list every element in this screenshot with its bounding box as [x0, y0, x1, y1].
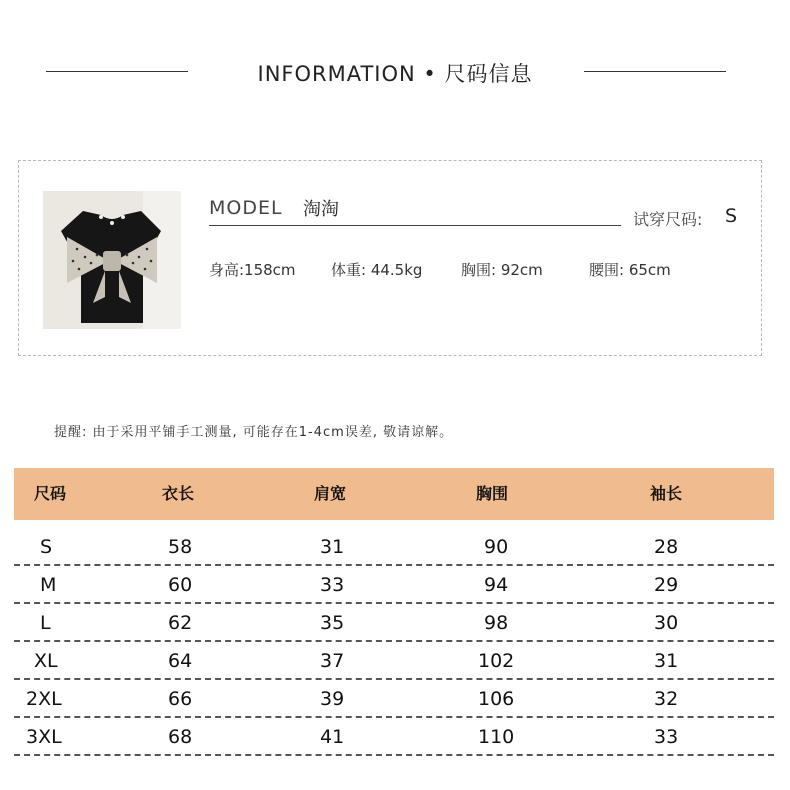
cell-sleeve: 32	[654, 688, 679, 710]
table-row	[14, 604, 774, 642]
cell-size: XL	[34, 650, 58, 672]
cell-shoulder: 37	[320, 650, 345, 672]
row-divider	[14, 754, 774, 756]
try-on-size-label: 试穿尺码:	[633, 210, 703, 229]
cell-bust: 106	[478, 688, 515, 710]
model-info-box	[18, 160, 762, 356]
cell-sleeve: 33	[654, 726, 679, 748]
model-waist: 腰围: 65cm	[589, 261, 671, 279]
cell-shoulder: 41	[320, 726, 345, 748]
cell-length: 66	[168, 688, 193, 710]
size-table-header	[14, 468, 774, 520]
cell-length: 58	[168, 536, 193, 558]
cell-bust: 102	[478, 650, 515, 672]
model-photo	[43, 191, 181, 329]
page-title: INFORMATION • 尺码信息	[257, 62, 533, 86]
cell-shoulder: 39	[320, 688, 345, 710]
cell-sleeve: 28	[654, 536, 679, 558]
cell-sleeve: 30	[654, 612, 679, 634]
cell-bust: 94	[484, 574, 509, 596]
tshirt-bow-image	[43, 191, 181, 329]
cell-bust: 98	[484, 612, 509, 634]
model-bust: 胸围: 92cm	[461, 261, 543, 279]
try-on-size-value: S	[725, 205, 738, 227]
cell-shoulder: 35	[320, 612, 345, 634]
model-underline	[209, 225, 621, 226]
cell-length: 64	[168, 650, 193, 672]
header-size: 尺码	[34, 484, 67, 503]
model-weight: 体重: 44.5kg	[331, 261, 423, 279]
measurement-note: 提醒: 由于采用平铺手工测量, 可能存在1-4cm误差, 敬请谅解。	[54, 425, 454, 440]
title-rule-right	[584, 71, 726, 72]
model-name: 淘淘	[303, 199, 339, 220]
cell-size: 3XL	[26, 726, 62, 748]
model-height: 身高:158cm	[209, 261, 296, 279]
table-row	[14, 718, 774, 756]
header-length: 衣长	[162, 484, 195, 503]
cell-sleeve: 29	[654, 574, 679, 596]
table-row	[14, 680, 774, 718]
cell-shoulder: 31	[320, 536, 345, 558]
cell-size: 2XL	[26, 688, 62, 710]
cell-bust: 110	[478, 726, 515, 748]
cell-length: 62	[168, 612, 193, 634]
cell-shoulder: 33	[320, 574, 345, 596]
table-row	[14, 528, 774, 566]
cell-sleeve: 31	[654, 650, 679, 672]
cell-bust: 90	[484, 536, 509, 558]
cell-length: 68	[168, 726, 193, 748]
header-bust: 胸围	[476, 484, 509, 503]
header-sleeve: 袖长	[650, 484, 683, 503]
cell-length: 60	[168, 574, 193, 596]
model-label: MODEL	[209, 197, 283, 219]
header-shoulder: 肩宽	[314, 484, 347, 503]
table-row	[14, 566, 774, 604]
table-row	[14, 642, 774, 680]
cell-size: M	[40, 574, 57, 596]
cell-size: S	[40, 536, 53, 558]
cell-size: L	[40, 612, 51, 634]
